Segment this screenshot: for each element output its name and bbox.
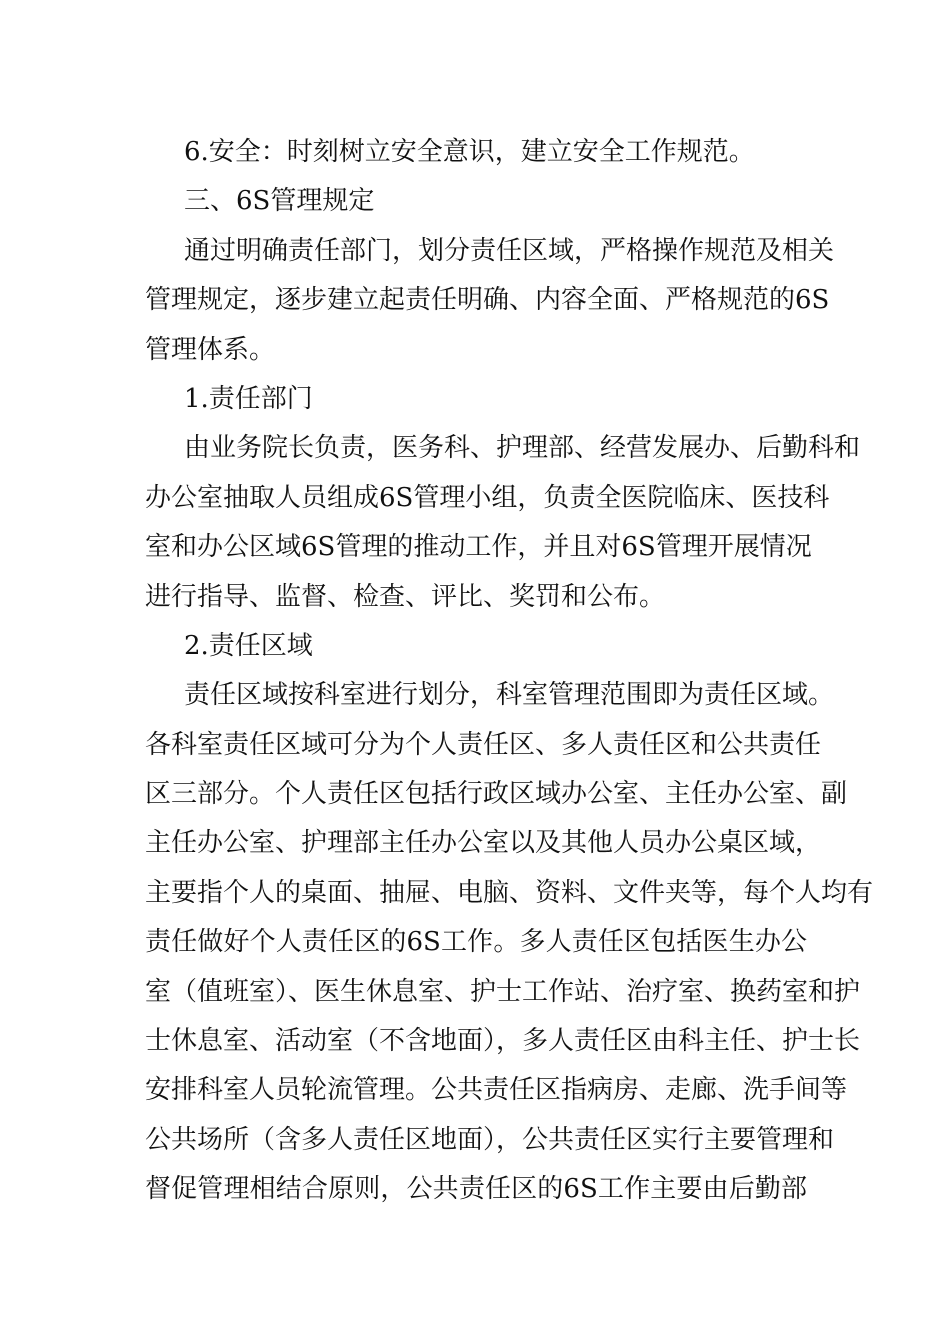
- paragraph-line: 由业务院长负责，医务科、护理部、经营发展办、后勤科和: [184, 433, 861, 464]
- paragraph-line: 室和办公区域6S管理的推动工作，并且对6S管理开展情况: [145, 532, 812, 563]
- paragraph-line: 区三部分。个人责任区包括行政区域办公室、主任办公室、副: [145, 779, 848, 810]
- paragraph-line: 主要指个人的桌面、抽屉、电脑、资料、文件夹等，每个人均有: [145, 877, 874, 908]
- paragraph-line: 办公室抽取人员组成6S管理小组，负责全医院临床、医技科: [145, 482, 830, 513]
- paragraph-line: 责任做好个人责任区的6S工作。多人责任区包括医生办公: [145, 927, 807, 958]
- paragraph-line: 主任办公室、护理部主任办公室以及其他人员办公桌区域，: [145, 828, 822, 859]
- subheading-responsible-area: 2.责任区域: [184, 630, 313, 661]
- paragraph-line: 各科室责任区域可分为个人责任区、多人责任区和公共责任: [145, 729, 822, 760]
- paragraph-line: 公共场所（含多人责任区地面），公共责任区实行主要管理和: [145, 1124, 835, 1155]
- paragraph-line: 管理规定，逐步建立起责任明确、内容全面、严格规范的6S: [145, 285, 830, 316]
- paragraph-line: 管理体系。: [145, 334, 276, 365]
- paragraph-line: 责任区域按科室进行划分，科室管理范围即为责任区域。: [184, 680, 835, 711]
- paragraph-line: 士休息室、活动室（不含地面），多人责任区由科主任、护士长: [145, 1026, 861, 1057]
- paragraph-line: 督促管理相结合原则，公共责任区的6S工作主要由后勤部: [145, 1174, 807, 1205]
- list-item-safety: 6.安全：时刻树立安全意识，建立安全工作规范。: [184, 137, 755, 167]
- paragraph-line: 室（值班室）、医生休息室、护士工作站、治疗室、换药室和护: [145, 976, 861, 1007]
- paragraph-line: 进行指导、监督、检查、评比、奖罚和公布。: [145, 581, 666, 612]
- section-heading-6s-rules: 三、6S管理规定: [184, 186, 375, 217]
- document-page: [145, 128, 874, 1215]
- paragraph-line: 安排科室人员轮流管理。公共责任区指病房、走廊、洗手间等: [145, 1075, 848, 1106]
- paragraph-line: 通过明确责任部门，划分责任区域，严格操作规范及相关: [184, 235, 835, 266]
- subheading-responsible-dept: 1.责任部门: [184, 383, 313, 414]
